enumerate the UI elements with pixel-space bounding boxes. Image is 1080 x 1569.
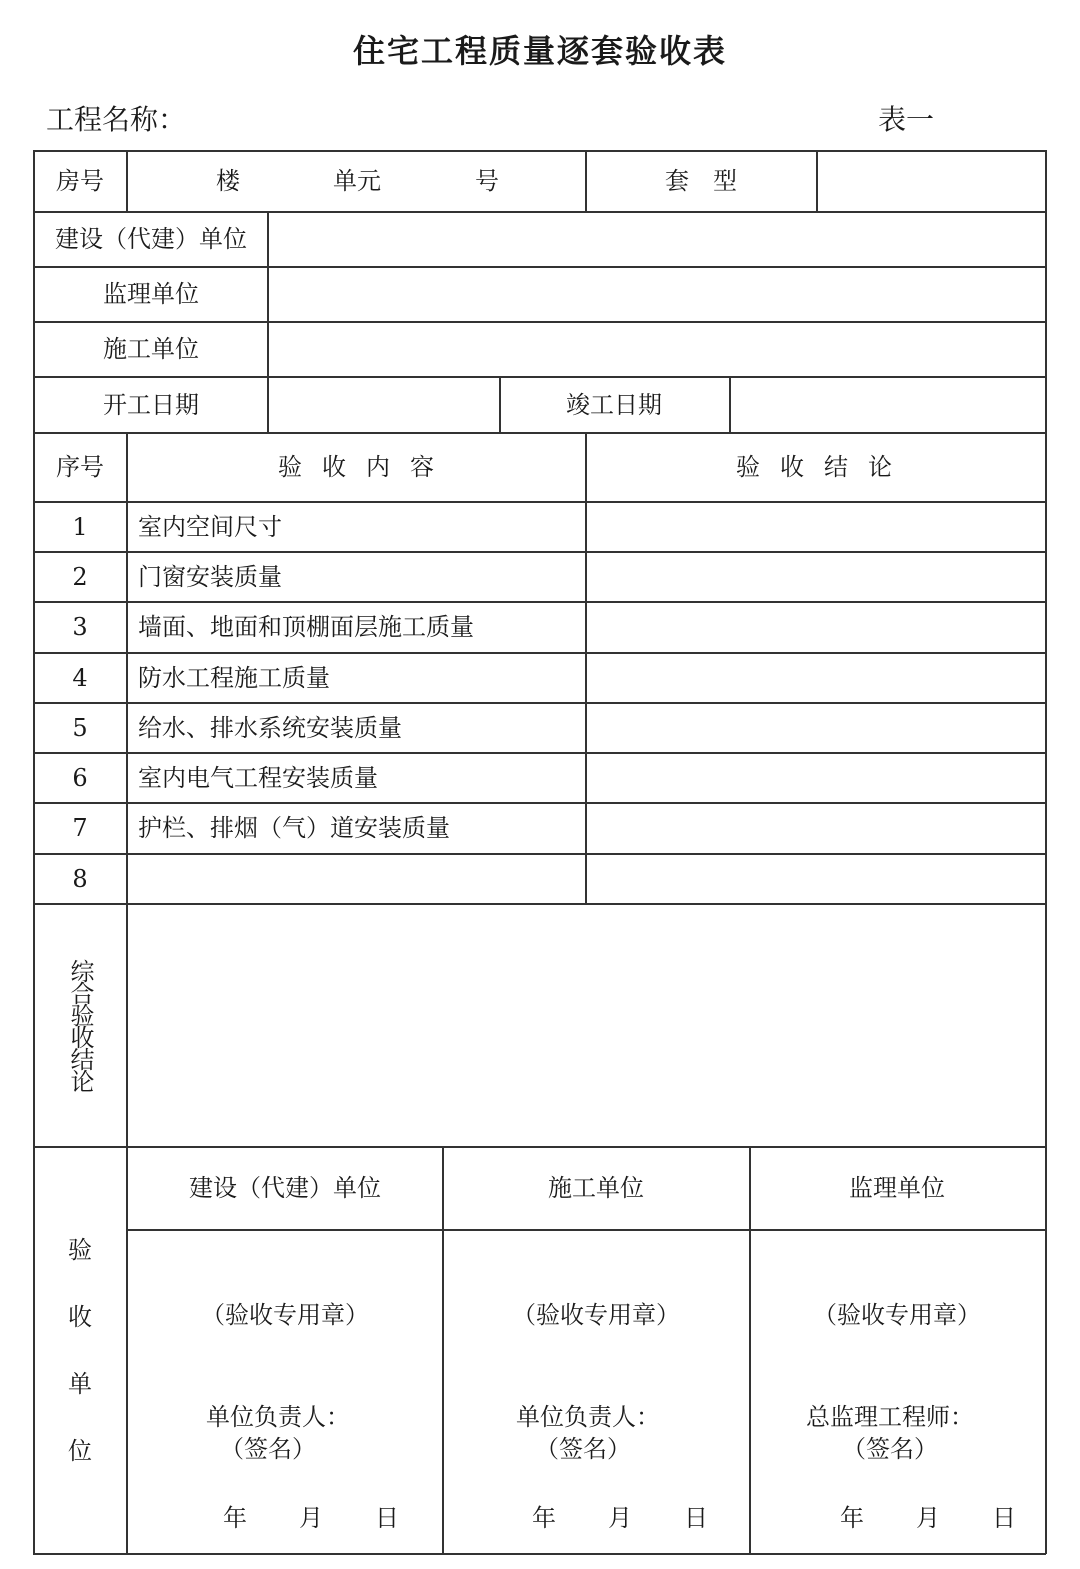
signature-label: （签名） xyxy=(842,1435,938,1463)
row-number: 2 xyxy=(72,563,88,591)
row-line xyxy=(126,1229,1046,1231)
col-line xyxy=(749,1146,751,1554)
start-date-label: 开工日期 xyxy=(103,391,199,419)
signer-label: 单位负责人： xyxy=(206,1403,350,1431)
col-line xyxy=(267,211,269,432)
signature-label: （签名） xyxy=(535,1435,631,1463)
conclusion-header: 验收结论 xyxy=(736,453,912,481)
row-line xyxy=(33,432,1046,434)
inspection-item: 室内空间尺寸 xyxy=(138,513,282,541)
row-line xyxy=(33,802,1046,804)
row-number: 6 xyxy=(72,764,88,792)
seal-label: （验收专用章） xyxy=(201,1301,369,1329)
date-label: 年 月 日 xyxy=(840,1504,1030,1532)
acceptance-side-label-char: 收 xyxy=(68,1303,92,1331)
inspection-item: 给水、排水系统安装质量 xyxy=(138,714,402,742)
unit-type-label: 套 型 xyxy=(665,167,737,195)
row-line xyxy=(33,601,1046,603)
col-line xyxy=(585,150,587,211)
acceptance-side-label-char: 位 xyxy=(68,1437,92,1465)
acceptance-unit-name: 施工单位 xyxy=(548,1174,644,1202)
row-line xyxy=(33,853,1046,855)
unit-label: 单元 xyxy=(333,167,381,195)
row-line xyxy=(33,702,1046,704)
row-number: 8 xyxy=(72,865,88,893)
row-number: 4 xyxy=(72,664,88,692)
inspection-item: 室内电气工程安装质量 xyxy=(138,764,378,792)
row-number: 3 xyxy=(72,613,88,641)
table-number: 表一 xyxy=(878,103,935,136)
signer-label: 单位负责人： xyxy=(516,1403,660,1431)
row-line xyxy=(33,652,1046,654)
col-line xyxy=(442,1146,444,1554)
col-line xyxy=(816,150,818,211)
seal-label: （验收专用章） xyxy=(813,1301,981,1329)
table-border-right xyxy=(1045,150,1047,1554)
table-border-left xyxy=(33,150,35,1554)
row-line xyxy=(33,321,1046,323)
row-line xyxy=(33,501,1046,503)
inspection-item: 护栏、排烟（气）道安装质量 xyxy=(138,814,450,842)
contractor-label: 施工单位 xyxy=(103,335,199,363)
row-number: 1 xyxy=(72,513,88,541)
seq-header: 序号 xyxy=(56,453,104,481)
acceptance-unit-name: 监理单位 xyxy=(849,1174,945,1202)
col-line xyxy=(585,432,587,903)
building-label: 楼 xyxy=(216,167,240,195)
completion-date-label: 竣工日期 xyxy=(566,391,662,419)
room-no-label: 房号 xyxy=(56,167,104,195)
builder-label: 建设（代建）单位 xyxy=(55,225,247,253)
signer-label: 总监理工程师： xyxy=(806,1403,974,1431)
col-line xyxy=(126,432,128,1554)
table-border-top xyxy=(33,150,1046,152)
supervisor-label: 监理单位 xyxy=(103,280,199,308)
row-line xyxy=(33,903,1046,905)
col-line xyxy=(126,150,128,211)
content-header: 验收内容 xyxy=(278,453,454,481)
inspection-item: 防水工程施工质量 xyxy=(138,664,330,692)
row-line xyxy=(33,1146,1046,1148)
row-line xyxy=(33,211,1046,213)
row-line xyxy=(33,376,1046,378)
row-number: 7 xyxy=(72,814,88,842)
number-label: 号 xyxy=(475,167,499,195)
acceptance-side-label-char: 单 xyxy=(68,1370,92,1398)
row-line xyxy=(33,266,1046,268)
overall-conclusion-label: 综合验收结论 xyxy=(66,959,94,1091)
date-label: 年 月 日 xyxy=(532,1504,722,1532)
project-name-label: 工程名称： xyxy=(46,103,187,136)
row-number: 5 xyxy=(72,714,88,742)
table-border-bottom xyxy=(33,1553,1046,1555)
col-line xyxy=(499,376,501,432)
form-title: 住宅工程质量逐套验收表 xyxy=(352,32,727,70)
acceptance-side-label-char: 验 xyxy=(68,1236,92,1264)
signature-label: （签名） xyxy=(220,1435,316,1463)
inspection-item: 墙面、地面和顶棚面层施工质量 xyxy=(138,613,474,641)
date-label: 年 月 日 xyxy=(223,1504,413,1532)
acceptance-unit-name: 建设（代建）单位 xyxy=(189,1174,381,1202)
inspection-item: 门窗安装质量 xyxy=(138,563,282,591)
col-line xyxy=(729,376,731,432)
seal-label: （验收专用章） xyxy=(512,1301,680,1329)
row-line xyxy=(33,752,1046,754)
row-line xyxy=(33,551,1046,553)
